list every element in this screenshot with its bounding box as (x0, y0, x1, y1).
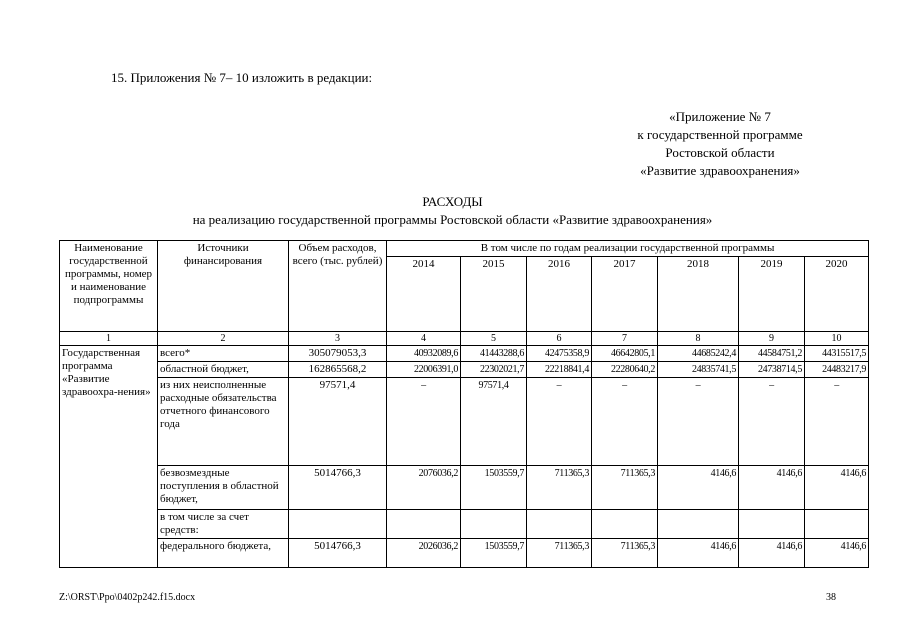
year-value-cell (592, 510, 658, 539)
year-value-cell: 41443288,6 (461, 346, 527, 362)
year-value-cell: 22218841,4 (527, 362, 592, 378)
year-value-cell: – (387, 378, 461, 466)
total-cell: 5014766,3 (289, 539, 387, 568)
appendix-line: «Развитие здравоохранения» (640, 163, 800, 178)
year-value-cell: 44315517,5 (805, 346, 869, 362)
appendix-line: к государственной программе (637, 127, 803, 142)
source-cell: областной бюджет, (158, 362, 289, 378)
year-value-cell: 4146,6 (805, 539, 869, 568)
intro-text: 15. Приложения № 7– 10 изложить в редакции: (111, 70, 373, 85)
year-value-cell (805, 510, 869, 539)
column-number: 1 (60, 332, 158, 346)
footer-file-path: Z:\ORST\Ppo\0402p242.f15.docx (59, 592, 196, 603)
year-value-cell: 711365,3 (592, 466, 658, 510)
total-cell (289, 510, 387, 539)
year-value-cell: 4146,6 (658, 539, 739, 568)
document-title (0, 193, 905, 229)
year-value-cell: 1503559,7 (461, 539, 527, 568)
column-number: 9 (739, 332, 805, 346)
header-year: 2017 (592, 257, 658, 332)
footer-page-number: 38 (826, 592, 836, 603)
table-row (60, 510, 869, 539)
year-value-cell: 42475358,9 (527, 346, 592, 362)
year-value-cell (739, 510, 805, 539)
total-cell: 305079053,3 (289, 346, 387, 362)
title-line-2: на реализацию государственной программы Ростовской области «Развитие здравоохранения» (192, 212, 713, 227)
total-cell: 162865568,2 (289, 362, 387, 378)
year-value-cell: 4146,6 (739, 466, 805, 510)
year-value-cell: 24738714,5 (739, 362, 805, 378)
year-value-cell: 4146,6 (658, 466, 739, 510)
year-value-cell: 22006391,0 (387, 362, 461, 378)
year-value-cell: 24835741,5 (658, 362, 739, 378)
column-number: 8 (658, 332, 739, 346)
year-value-cell (658, 510, 739, 539)
column-number-row (60, 332, 869, 346)
year-value-cell: 711365,3 (592, 539, 658, 568)
table-row (60, 362, 869, 378)
source-cell: в том числе за счет средств: (158, 510, 289, 539)
year-value-cell: 4146,6 (805, 466, 869, 510)
table-row (60, 539, 869, 568)
year-value-cell: 46642805,1 (592, 346, 658, 362)
year-value-cell: 22280640,2 (592, 362, 658, 378)
program-name-cell: Государственная программа «Развитие здравоохра-нения» (60, 346, 158, 568)
source-cell: всего* (158, 346, 289, 362)
column-number: 10 (805, 332, 869, 346)
total-cell: 97571,4 (289, 378, 387, 466)
year-value-cell: 2076036,2 (387, 466, 461, 510)
header-year: 2016 (527, 257, 592, 332)
column-number: 7 (592, 332, 658, 346)
header-program-name: Наименование государственной программы, номер и наименование подпрограммы (60, 241, 158, 332)
title-line-1: РАСХОДЫ (422, 194, 483, 209)
header-row (60, 241, 869, 257)
year-value-cell: – (527, 378, 592, 466)
header-year: 2014 (387, 257, 461, 332)
column-number: 4 (387, 332, 461, 346)
source-cell: безвозмездные поступления в областной бюджет, (158, 466, 289, 510)
column-number: 5 (461, 332, 527, 346)
year-value-cell: 2026036,2 (387, 539, 461, 568)
appendix-line: «Приложение № 7 (669, 109, 771, 124)
year-value-cell: – (592, 378, 658, 466)
year-value-cell: – (805, 378, 869, 466)
table-row (60, 378, 869, 466)
year-value-cell: 40932089,6 (387, 346, 461, 362)
year-value-cell: 1503559,7 (461, 466, 527, 510)
header-year: 2020 (805, 257, 869, 332)
year-value-cell: – (658, 378, 739, 466)
year-value-cell (527, 510, 592, 539)
expenditure-table (59, 240, 869, 568)
year-value-cell: 24483217,9 (805, 362, 869, 378)
appendix-line: Ростовской области (665, 145, 775, 160)
year-value-cell: 97571,4 (461, 378, 527, 466)
header-total-volume: Объем расходов, всего (тыс. рублей) (289, 241, 387, 332)
year-value-cell (387, 510, 461, 539)
source-cell: из них неисполненные расходные обязательства отчетного финансового года (158, 378, 289, 466)
column-number: 3 (289, 332, 387, 346)
year-value-cell: 44584751,2 (739, 346, 805, 362)
year-value-cell (461, 510, 527, 539)
year-value-cell: 22302021,7 (461, 362, 527, 378)
header-sources: Источники финансирования (158, 241, 289, 332)
source-cell: федерального бюджета, (158, 539, 289, 568)
year-value-cell: 711365,3 (527, 466, 592, 510)
column-number: 6 (527, 332, 592, 346)
header-year: 2018 (658, 257, 739, 332)
header-year: 2015 (461, 257, 527, 332)
year-value-cell: – (739, 378, 805, 466)
table-row (60, 466, 869, 510)
header-years-caption: В том числе по годам реализации государственной программы (387, 241, 869, 257)
header-year: 2019 (739, 257, 805, 332)
year-value-cell: 711365,3 (527, 539, 592, 568)
column-number: 2 (158, 332, 289, 346)
year-value-cell: 4146,6 (739, 539, 805, 568)
table-row (60, 346, 869, 362)
year-value-cell: 44685242,4 (658, 346, 739, 362)
appendix-heading (590, 108, 850, 180)
total-cell: 5014766,3 (289, 466, 387, 510)
